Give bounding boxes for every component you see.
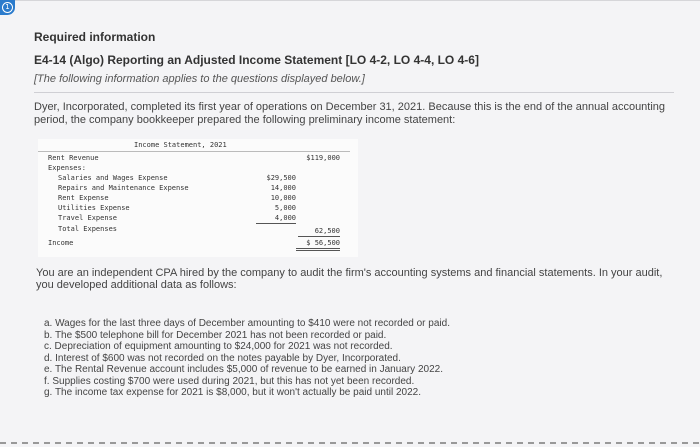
expense-value-rent: 10,000 bbox=[270, 194, 296, 202]
page-bottom-edge bbox=[0, 442, 700, 444]
statement-caption bbox=[38, 139, 350, 152]
expenses-underline bbox=[256, 223, 296, 224]
income-label: Income bbox=[48, 239, 74, 247]
intro-paragraph: Dyer, Incorporated, completed its first year of operations on December 31, 2021. Because this is the end of the annual accounting period, the company bookkeeper prepared the following preliminary income statement: bbox=[34, 101, 666, 126]
income-statement bbox=[38, 139, 358, 257]
expense-label-salaries: Salaries and Wages Expense bbox=[58, 174, 168, 182]
audit-item-g: g. The income tax expense for 2021 is $8,000, but it won't actually be paid until 2022. bbox=[44, 387, 421, 398]
top-border bbox=[0, 0, 700, 1]
badge-number: 1 bbox=[2, 2, 13, 13]
total-expenses-value: 62,500 bbox=[314, 227, 340, 235]
instruction-note: [The following information applies to the questions displayed below.] bbox=[34, 73, 365, 85]
audit-item-f: f. Supplies costing $700 were used during 2021, but this has not yet been recorded. bbox=[44, 375, 415, 387]
total-expenses-label: Total Expenses bbox=[58, 225, 118, 233]
audit-item-a: a. Wages for the last three days of December amounting to $410 were not recorded or paid. bbox=[44, 318, 450, 329]
rent-revenue-value: $119,000 bbox=[306, 154, 340, 162]
question-number-badge bbox=[0, 0, 15, 15]
expense-label-utilities: Utilities Expense bbox=[58, 204, 130, 212]
expense-value-salaries: $29,500 bbox=[266, 174, 296, 182]
income-double-underline-2 bbox=[296, 250, 340, 251]
expense-value-travel: 4,000 bbox=[274, 214, 296, 222]
audit-item-d: d. Interest of $600 was not recorded on the notes payable by Dyer, Incorporated. bbox=[44, 352, 401, 364]
required-information-heading: Required information bbox=[34, 30, 156, 44]
income-double-underline-1 bbox=[296, 248, 340, 249]
exercise-title: E4-14 (Algo) Reporting an Adjusted Income Statement [LO 4-2, LO 4-4, LO 4-6] bbox=[34, 53, 479, 67]
expense-value-utilities: 5,000 bbox=[274, 204, 296, 212]
statement-title: Income Statement, 2021 bbox=[134, 141, 227, 149]
expenses-label: Expenses: bbox=[48, 164, 86, 172]
expense-label-travel: Travel Expense bbox=[58, 214, 118, 222]
divider bbox=[34, 92, 674, 93]
total-underline bbox=[298, 236, 340, 237]
rent-revenue-label: Rent Revenue bbox=[48, 154, 99, 162]
audit-intro-paragraph: You are an independent CPA hired by the company to audit the firm's accounting systems and financial statements. In your audit, you developed additional data as follows: bbox=[36, 267, 663, 291]
audit-items-list bbox=[44, 318, 664, 399]
income-value: $ 56,500 bbox=[306, 239, 340, 247]
audit-item-e: e. The Rental Revenue account includes $5,000 of revenue to be earned in January 2022. bbox=[44, 364, 443, 375]
expense-label-rent: Rent Expense bbox=[58, 194, 109, 202]
expense-value-repairs: 14,000 bbox=[270, 184, 296, 192]
audit-item-c: c. Depreciation of equipment amounting to $24,000 for 2021 was not recorded. bbox=[44, 341, 393, 352]
expense-label-repairs: Repairs and Maintenance Expense bbox=[58, 184, 189, 192]
audit-item-b: b. The $500 telephone bill for December 2021 has not been recorded or paid. bbox=[44, 329, 387, 341]
